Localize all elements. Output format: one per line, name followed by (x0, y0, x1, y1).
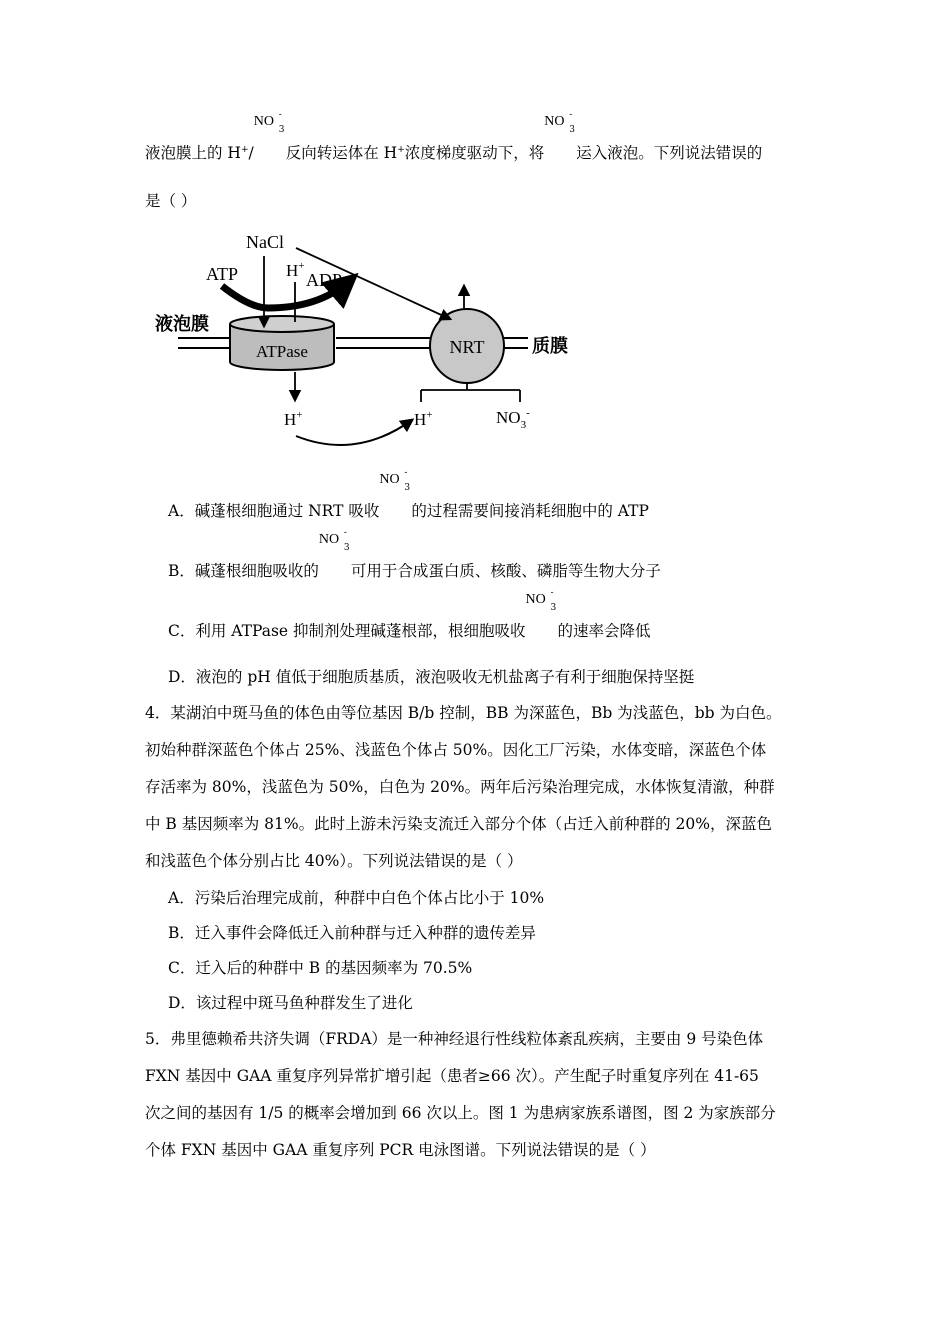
no3-minus: - (569, 110, 573, 120)
no3-formula (318, 528, 351, 576)
no3-main: NO (318, 532, 340, 547)
no3-formula (525, 588, 558, 636)
q3-stem-text-b: / (248, 144, 254, 162)
no3-minus: - (278, 110, 282, 120)
adp-label: ADP (306, 270, 343, 290)
no3-formula (253, 110, 286, 158)
h-bottom-left-label: H+ (284, 409, 303, 429)
q4-line-2: 初始种群深蓝色个体占 25%、浅蓝色个体占 50%。因化工厂污染，水体变暗，深蓝色个体 (145, 741, 767, 759)
q3-stem-text-a: 液泡膜上的 H (145, 144, 241, 162)
no3-sub: 3 (550, 603, 557, 613)
q3-stem-text-e: 运入液泡。下列说法错误的 (576, 144, 763, 162)
nrt-label: NRT (449, 337, 485, 357)
q4-option-b: B．迁入事件会降低迁入前种群与迁入种群的遗传差异 (168, 924, 536, 942)
q3-stem-text-d: 浓度梯度驱动下，将 (404, 144, 545, 162)
q4-line-1: 4．某湖泊中斑马鱼的体色由等位基因 B/b 控制，BB 为深蓝色，Bb 为浅蓝色，bb 为白色。 (145, 704, 782, 722)
no3-minus: - (404, 468, 408, 478)
q4-option-a: A．污染后治理完成前，种群中白色个体占比小于 10% (168, 889, 545, 907)
h-curve-arrow (296, 420, 412, 445)
option-a-text-post: 的过程需要间接消耗细胞中的 ATP (411, 502, 649, 520)
q4-line-4: 中 B 基因频率为 81%。此时上游未污染支流迁入部分个体（占迁入前种群的 20%，深蓝色 (145, 815, 773, 833)
q4-line-5: 和浅蓝色个体分别占比 40%）。下列说法错误的是（ ） (145, 852, 523, 870)
atp-label: ATP (206, 264, 239, 284)
no3-sub: 3 (278, 125, 285, 135)
vacuole-membrane-label: 液泡膜 (155, 314, 209, 334)
q4-option-c: C．迁入后的种群中 B 的基因频率为 70.5% (168, 959, 473, 977)
option-c-text-post: 的速率会降低 (557, 622, 651, 640)
nrt-bracket (421, 383, 520, 402)
h-top-label: H+ (286, 260, 305, 280)
q5-line-3: 次之间的基因有 1/5 的概率会增加到 66 次以上。图 1 为患病家族系谱图，图 2 为家族部分 (145, 1104, 776, 1122)
no3-main: NO (525, 592, 546, 607)
q3-option-c (168, 588, 651, 641)
transport-diagram (150, 222, 590, 457)
q3-stem-text-c: 反向转运体在 H (285, 144, 398, 162)
q5-line-4: 个体 FXN 基因中 GAA 重复序列 PCR 电泳图谱。下列说法错误的是（ ） (145, 1141, 656, 1159)
no3-main: NO (379, 472, 400, 487)
q3-stem-line-1 (145, 110, 763, 163)
q4-line-3: 存活率为 80%，浅蓝色为 50%，白色为 20%。两年后污染治理完成，水体恢复清澈，种群 (145, 778, 775, 796)
no3-bottom-label: $NO_3^-$ (496, 407, 530, 431)
no3-minus: - (343, 528, 347, 538)
h-bottom-right-label: H+ (414, 409, 433, 429)
q3-option-d: D．液泡的 pH 值低于细胞质基质，液泡吸收无机盐离子有利于细胞保持坚挺 (168, 668, 695, 686)
atpase-label: ATPase (256, 342, 308, 361)
option-b-text-pre: B．碱蓬根细胞吸收的 (168, 562, 319, 580)
no3-main: NO (253, 114, 274, 129)
q5-line-2: FXN 基因中 GAA 重复序列异常扩增引起（患者≥66 次）。产生配子时重复序列在 41-65 (145, 1067, 759, 1085)
no3-formula (379, 468, 411, 516)
no3-sub: 3 (343, 543, 350, 553)
superscript-plus: + (240, 144, 249, 155)
q4-option-d: D．该过程中斑马鱼种群发生了进化 (168, 994, 413, 1012)
nacl-label: NaCl (246, 232, 284, 252)
q3-option-b (168, 528, 661, 581)
plasma-membrane-label: 质膜 (532, 336, 568, 356)
plasma-membrane-lines (504, 338, 528, 348)
q5-line-1: 5．弗里德赖希共济失调（FRDA）是一种神经退行性线粒体紊乱疾病，主要由 9 号染色体 (145, 1030, 764, 1048)
q3-stem-line-2: 是（ ） (145, 192, 197, 210)
superscript-plus: + (397, 144, 405, 155)
no3-sub: 3 (569, 125, 575, 135)
option-b-text-post: 可用于合成蛋白质、核酸、磷脂等生物大分子 (350, 562, 661, 580)
no3-sub: 3 (404, 483, 411, 493)
no3-minus: - (550, 588, 554, 598)
option-a-text-pre: A．碱蓬根细胞通过 NRT 吸收 (168, 502, 380, 520)
no3-main: NO (544, 114, 565, 129)
no3-formula (544, 110, 576, 158)
option-c-text-pre: C．利用 ATPase 抑制剂处理碱蓬根部，根细胞吸收 (168, 622, 526, 640)
q3-option-a (168, 468, 649, 521)
